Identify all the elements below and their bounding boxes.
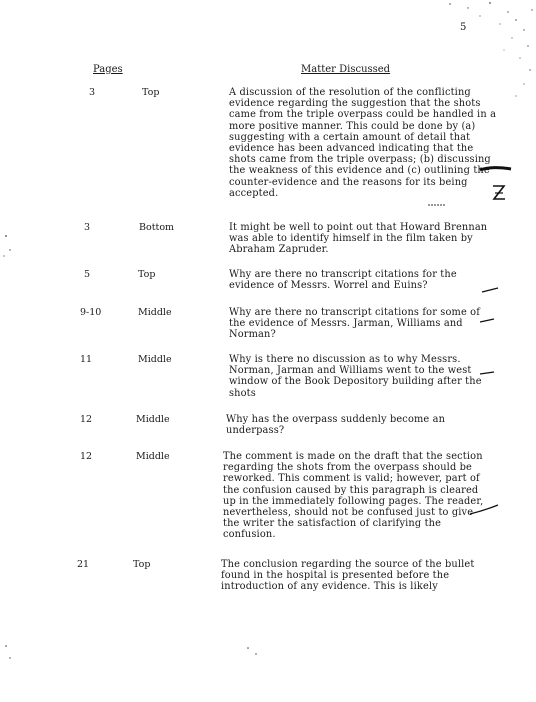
pages-column-header: Pages xyxy=(93,64,123,75)
entry-location: Top xyxy=(133,559,151,570)
margin-z-mark xyxy=(490,183,508,203)
scan-noise-decoration xyxy=(420,0,536,120)
entry-location: Top xyxy=(138,269,156,280)
margin-dash-mark xyxy=(478,316,498,326)
entry-text: The comment is made on the draft that the section regarding the shots from the overpass should be reworked. This comment is valid; however, part of the confusion caused by this paragraph is cleared up in the immediately following pages. The reader, nevertheless, should not be confused just to give the writer the satisfaction of clarifying the confusion. xyxy=(223,451,484,541)
entry-text: Why are there no transcript citations for the evidence of Messrs. Worrel and Euins? xyxy=(229,269,457,292)
entry-text: The conclusion regarding the source of the bullet found in the hospital is presented before the introduction of any evidence. This is likely xyxy=(221,559,475,593)
entry-text: Why has the overpass suddenly become an underpass? xyxy=(226,414,446,437)
entry-pages: 3 xyxy=(89,87,96,98)
entry-text: Why are there no transcript citations for some of the evidence of Messrs. Jarman, Williams and Norman? xyxy=(229,307,480,341)
matter-column-header: Matter Discussed xyxy=(301,64,391,75)
page-number: 5 xyxy=(460,22,467,33)
scan-noise-decoration xyxy=(0,230,20,260)
entry-location: Middle xyxy=(138,354,172,365)
entry-pages: 11 xyxy=(80,354,93,365)
entry-pages: 9-10 xyxy=(80,307,102,318)
scan-noise-decoration xyxy=(244,644,264,660)
entry-pages: 21 xyxy=(77,559,90,570)
margin-dash-mark xyxy=(478,368,498,378)
entry-text: A discussion of the resolution of the conflicting evidence regarding the suggestion that the shots came from the triple overpass could be handled in a more positive manner. This could be done by (a) suggesting with a certain amount of detail that evidence has been advanced indicating that the shots came from the triple overpass; (b) discussing the weakness of this evidence and (c) outlining the counter-evidence and the reasons for its being accepted. xyxy=(229,87,497,199)
margin-dash-mark xyxy=(426,200,448,210)
entry-text: It might be well to point out that Howard Brennan was able to identify himself in the film taken by Abraham Zapruder. xyxy=(229,222,488,256)
margin-dash-mark xyxy=(468,502,500,518)
entry-location: Middle xyxy=(136,451,170,462)
scan-noise-decoration xyxy=(0,640,20,670)
margin-dash-mark xyxy=(480,285,502,295)
entry-location: Bottom xyxy=(139,222,175,233)
entry-pages: 12 xyxy=(80,414,93,425)
entry-pages: 5 xyxy=(84,269,91,280)
margin-dash-mark xyxy=(478,162,514,176)
entry-location: Top xyxy=(142,87,160,98)
entry-location: Middle xyxy=(136,414,170,425)
entry-pages: 3 xyxy=(84,222,91,233)
entry-location: Middle xyxy=(138,307,172,318)
entry-text: Why is there no discussion as to why Messrs. Norman, Jarman and Williams went to the west window of the Book Depository building after the shots xyxy=(229,354,482,399)
entry-pages: 12 xyxy=(80,451,93,462)
